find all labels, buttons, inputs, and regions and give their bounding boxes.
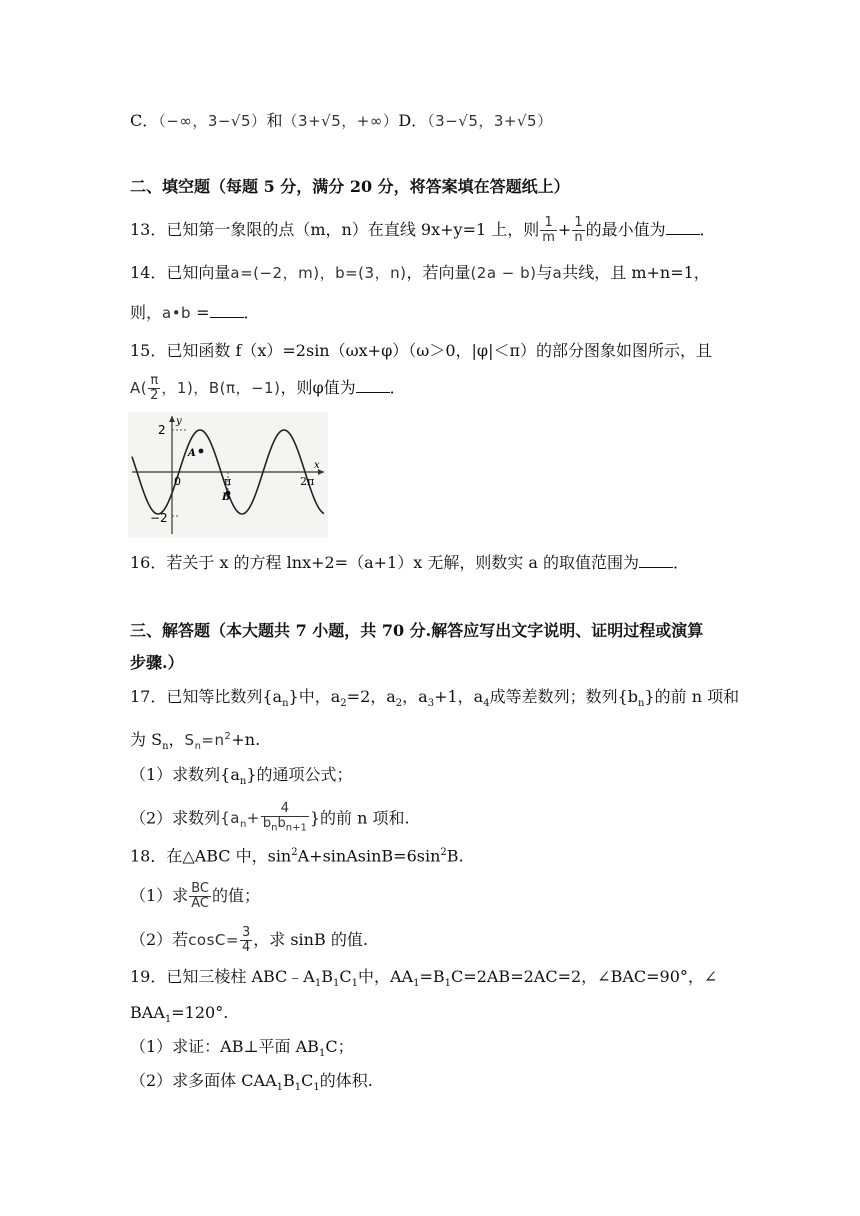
question-17-line-2: 为 $S_n$，$S_n=n^2+n$. [130, 730, 261, 753]
question-14-line-1 [130, 262, 710, 284]
question-19-part-1: （1）求证：AB⊥平面 $AB_1C$； [130, 1037, 354, 1060]
section-3-title-line-2: 步骤.） [130, 653, 184, 672]
point-a-dot [199, 449, 204, 454]
section-3-title-line-1: 三、解答题（本大题共 7 小题，共 70 分.解答应写出文字说明、证明过程或演算 [130, 621, 704, 640]
option-d-math: （3−√5，3+√5） [427, 112, 553, 130]
q14-answer-blank [210, 303, 244, 318]
tick-pi: π [224, 475, 232, 488]
q15-suffix: ，则φ值为 [280, 378, 356, 397]
question-17-part-2: （2）求数列{$a_n+$ $\frac{4}{b_nb_{n+1}}$ }的前 n 项和. [130, 801, 410, 834]
q18-cosc: cosC= [188, 931, 239, 949]
option-c-math-2: （3+√5，+∞） [282, 112, 399, 130]
q13-plus: + [557, 220, 572, 239]
question-18-line-1: 18．在△ABC 中，$\sin^2A+sinAsinB=6\sin^2B$. [130, 846, 464, 866]
q13-frac-1: $\frac{1}{m}$ [542, 215, 555, 245]
q14-suffix: 共线，且 m+n=1， [562, 263, 710, 282]
question-18-part-1: （1）求 $\frac{BC}{AC}$ 的值； [130, 881, 260, 911]
tick-2pi: 2π [300, 475, 315, 488]
question-14-line-2 [130, 302, 260, 324]
q15-pi-over-2: $\frac{\pi}{2}$ [150, 373, 159, 403]
q16-end: ． [673, 553, 690, 572]
q14-eq: = [191, 303, 210, 322]
origin-label: 0 [174, 475, 181, 488]
q13-end: ． [699, 220, 716, 239]
section-2-title: 二、填空题（每题 5 分，满分 20 分，将答案填在答题纸上） [130, 177, 570, 196]
sine-graph [128, 412, 328, 538]
option-c-math-1: （−∞，3−√5） [158, 112, 267, 130]
q14-b-def: b=(3，n) [335, 264, 407, 282]
option-d-label: D． [398, 111, 428, 130]
question-19-line-2: $BAA_1=120^\circ$. [130, 1003, 229, 1026]
q17-fraction: $\frac{4}{b_nb_{n+1}}$ [262, 801, 307, 834]
question-19-line-1: 19．已知三棱柱 $ABC﹣A_1B_1C_1$中，$AA_1=B_1C=2AB=2AC=2$，∠BAC=90°，∠ [130, 967, 718, 990]
q15-answer-blank [356, 378, 390, 393]
option-c-and: 和 [266, 111, 283, 130]
q15-point-a-open: A( [130, 379, 148, 397]
point-a-label: A [188, 448, 196, 459]
point-b-label: B [222, 492, 231, 503]
question-19-part-2: （2）求多面体 $CAA_1B_1C_1$的体积. [130, 1071, 373, 1094]
question-17-line-1: 17．已知等比数列$\{a_n\}$中，$a_2=2$，$a_2$，$a_3+1$，$a_4$成等差数列；数列$\{b_n\}$的前 n 项和 [130, 687, 740, 710]
q14-combo: (2a − b) [470, 264, 537, 282]
q14-line2-prefix: 则， [130, 303, 163, 322]
question-16 [130, 552, 689, 574]
q18-bc-over-ac: $\frac{BC}{AC}$ [191, 881, 209, 911]
q16-answer-blank [639, 553, 673, 568]
q14-a-def: a=(−2，m)， [230, 264, 336, 282]
q13-answer-blank [666, 220, 700, 235]
q14-vec-a: a [552, 264, 563, 282]
question-15-line-2 [130, 374, 406, 403]
q14-mid2: 与 [536, 263, 553, 282]
q13-suffix: 的最小值为 [585, 220, 666, 239]
q15-end: ． [389, 378, 406, 397]
option-c-label: C． [130, 111, 159, 130]
q15-point-b: B(π，−1) [208, 379, 281, 397]
question-18-part-2: （2）若cosC= $\frac{3}{4}$ ，求 sinB 的值. [130, 925, 368, 955]
question-15-line-1: 15．已知函数 f（x）=2sin（ωx+φ）（ω＞0，|φ|＜π）的部分图象如图所示，且 [130, 341, 713, 360]
q17-series-formula: {$a_n+$ [220, 809, 260, 831]
q18-three-quarters: $\frac{3}{4}$ [241, 925, 251, 955]
q13-prefix: 13．已知第一象限的点（m，n）在直线 9x+y=1 上，则 [130, 220, 540, 239]
q14-dot-product: a•b [162, 304, 192, 322]
q14-end: ． [243, 303, 260, 322]
q12-options [130, 110, 553, 132]
q14-prefix: 14．已知向量 [130, 263, 231, 282]
q13-frac-2: $\frac{1}{n}$ [574, 215, 583, 245]
q14-mid: ，若向量 [406, 263, 471, 282]
tick-y-neg2: −2 [150, 511, 168, 525]
x-axis-label: x [314, 460, 320, 471]
question-13 [130, 216, 716, 245]
y-axis-label: y [176, 416, 182, 427]
q16-text: 16．若关于 x 的方程 lnx+2=（a+1）x 无解，则数实 a 的取值范围为 [130, 553, 640, 572]
q15-point-a-rest: ，1)， [161, 379, 209, 397]
tick-y-2: 2 [158, 423, 166, 437]
question-17-part-1: （1）求数列$\{a_n\}$的通项公式； [130, 765, 353, 788]
q17-sn-formula: $S_n=n^2$ [184, 731, 232, 752]
